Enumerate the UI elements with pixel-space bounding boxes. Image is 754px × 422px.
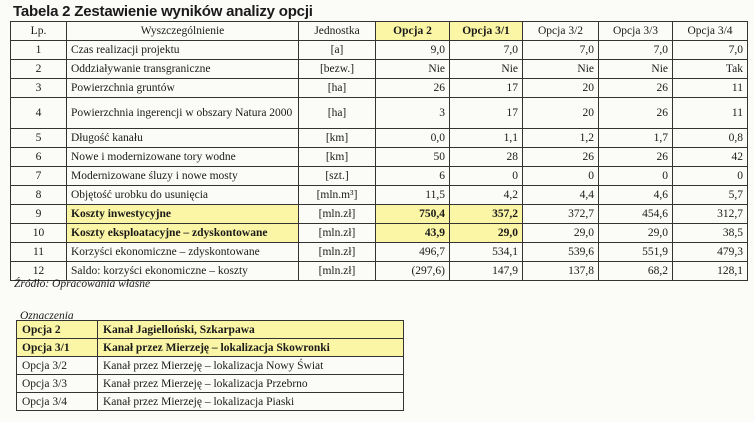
header-opcja-3-1: Opcja 3/1 <box>450 22 523 41</box>
cell-item: Powierzchnia gruntów <box>67 79 299 98</box>
cell-value: 11,5 <box>376 186 450 205</box>
cell-unit: [km] <box>299 129 376 148</box>
legend-desc: Kanał przez Mierzeję – lokalizacja Nowy Świat <box>98 357 404 375</box>
cell-unit: [km] <box>299 148 376 167</box>
cell-value: 496,7 <box>376 243 450 262</box>
cell-value: 539,6 <box>523 243 599 262</box>
cell-lp: 6 <box>11 148 67 167</box>
header-opcja-3-3: Opcja 3/3 <box>599 22 673 41</box>
table-row <box>11 186 748 205</box>
cell-value: (297,6) <box>376 262 450 281</box>
header-unit: Jednostka <box>299 22 376 41</box>
cell-value: 26 <box>523 148 599 167</box>
cell-value: 4,6 <box>599 186 673 205</box>
table-row <box>11 224 748 243</box>
cell-value: Nie <box>523 60 599 79</box>
cell-value: 1,1 <box>450 129 523 148</box>
cell-value: 1,2 <box>523 129 599 148</box>
cell-unit: [bezw.] <box>299 60 376 79</box>
cell-value: 372,7 <box>523 205 599 224</box>
header-opcja-3-4: Opcja 3/4 <box>673 22 748 41</box>
cell-item: Powierzchnia ingerencji w obszary Natura 2000 <box>67 98 299 129</box>
cell-lp: 2 <box>11 60 67 79</box>
cell-value: 357,2 <box>450 205 523 224</box>
cell-item: Koszty eksploatacyjne – zdyskontowane <box>67 224 299 243</box>
cell-item: Objętość urobku do usunięcia <box>67 186 299 205</box>
cell-value: 17 <box>450 79 523 98</box>
cell-value: 29,0 <box>450 224 523 243</box>
legend-table <box>16 320 404 411</box>
table-row <box>11 79 748 98</box>
header-lp: Lp. <box>11 22 67 41</box>
cell-unit: [mln.zł] <box>299 224 376 243</box>
cell-value: 7,0 <box>450 41 523 60</box>
cell-value: 7,0 <box>673 41 748 60</box>
table-row <box>11 60 748 79</box>
cell-value: 17 <box>450 98 523 129</box>
cell-value: 68,2 <box>599 262 673 281</box>
table-row <box>11 205 748 224</box>
cell-value: 534,1 <box>450 243 523 262</box>
cell-value: 4,4 <box>523 186 599 205</box>
cell-lp: 12 <box>11 262 67 281</box>
table-row <box>11 41 748 60</box>
legend-desc: Kanał przez Mierzeję – lokalizacja Skowronki <box>98 339 404 357</box>
cell-value: 1,7 <box>599 129 673 148</box>
cell-value: 29,0 <box>599 224 673 243</box>
cell-value: 50 <box>376 148 450 167</box>
cell-value: 6 <box>376 167 450 186</box>
cell-value: 0,0 <box>376 129 450 148</box>
cell-lp: 3 <box>11 79 67 98</box>
cell-value: 551,9 <box>599 243 673 262</box>
legend-code: Opcja 3/4 <box>17 393 98 411</box>
cell-value: 26 <box>599 79 673 98</box>
cell-value: 26 <box>599 148 673 167</box>
cell-value: 11 <box>673 79 748 98</box>
cell-lp: 8 <box>11 186 67 205</box>
cell-value: 5,7 <box>673 186 748 205</box>
cell-unit: [szt.] <box>299 167 376 186</box>
legend-row <box>17 321 404 339</box>
cell-value: 26 <box>376 79 450 98</box>
legend-row <box>17 375 404 393</box>
table-title: Tabela 2 Zestawienie wyników analizy opcji <box>13 3 313 20</box>
cell-item: Saldo: korzyści ekonomiczne – koszty <box>67 262 299 281</box>
cell-lp: 11 <box>11 243 67 262</box>
cell-value: 128,1 <box>673 262 748 281</box>
legend-desc: Kanał przez Mierzeję – lokalizacja Przebrno <box>98 375 404 393</box>
legend-code: Opcja 3/2 <box>17 357 98 375</box>
cell-value: 454,6 <box>599 205 673 224</box>
cell-value: 7,0 <box>523 41 599 60</box>
cell-value: 20 <box>523 79 599 98</box>
cell-lp: 4 <box>11 98 67 129</box>
legend-desc: Kanał przez Mierzeję – lokalizacja Piaski <box>98 393 404 411</box>
table-row <box>11 129 748 148</box>
cell-value: 43,9 <box>376 224 450 243</box>
cell-value: 4,2 <box>450 186 523 205</box>
cell-value: 29,0 <box>523 224 599 243</box>
header-row <box>11 22 748 41</box>
cell-unit: [mln.zł] <box>299 243 376 262</box>
cell-value: 0 <box>599 167 673 186</box>
cell-unit: [mln.zł] <box>299 205 376 224</box>
cell-value: 147,9 <box>450 262 523 281</box>
cell-item: Korzyści ekonomiczne – zdyskontowane <box>67 243 299 262</box>
cell-value: 38,5 <box>673 224 748 243</box>
table-row <box>11 98 748 129</box>
cell-lp: 5 <box>11 129 67 148</box>
legend-code: Opcja 2 <box>17 321 98 339</box>
header-opcja-3-2: Opcja 3/2 <box>523 22 599 41</box>
header-item: Wyszczególnienie <box>67 22 299 41</box>
cell-value: 28 <box>450 148 523 167</box>
cell-unit: [a] <box>299 41 376 60</box>
cell-value: 479,3 <box>673 243 748 262</box>
table-row <box>11 148 748 167</box>
cell-unit: [mln.m³] <box>299 186 376 205</box>
legend-row <box>17 357 404 375</box>
source-note: Źródło: Opracowania własne <box>14 278 151 290</box>
results-table <box>10 21 748 281</box>
legend-row <box>17 339 404 357</box>
legend-desc: Kanał Jagielloński, Szkarpawa <box>98 321 404 339</box>
cell-value: 750,4 <box>376 205 450 224</box>
cell-unit: [mln.zł] <box>299 262 376 281</box>
cell-unit: [ha] <box>299 98 376 129</box>
cell-lp: 1 <box>11 41 67 60</box>
legend-code: Opcja 3/3 <box>17 375 98 393</box>
cell-value: 9,0 <box>376 41 450 60</box>
table-row <box>11 243 748 262</box>
header-opcja-2: Opcja 2 <box>376 22 450 41</box>
cell-value: Nie <box>599 60 673 79</box>
cell-value: 0 <box>523 167 599 186</box>
cell-value: 137,8 <box>523 262 599 281</box>
cell-item: Koszty inwestycyjne <box>67 205 299 224</box>
cell-value: Nie <box>450 60 523 79</box>
cell-item: Nowe i modernizowane tory wodne <box>67 148 299 167</box>
cell-item: Oddziaływanie transgraniczne <box>67 60 299 79</box>
cell-value: 20 <box>523 98 599 129</box>
legend-row <box>17 393 404 411</box>
cell-item: Modernizowane śluzy i nowe mosty <box>67 167 299 186</box>
legend-code: Opcja 3/1 <box>17 339 98 357</box>
cell-value: 26 <box>599 98 673 129</box>
cell-value: 42 <box>673 148 748 167</box>
table-row <box>11 167 748 186</box>
cell-value: 312,7 <box>673 205 748 224</box>
cell-value: 3 <box>376 98 450 129</box>
cell-value: 0 <box>450 167 523 186</box>
cell-lp: 7 <box>11 167 67 186</box>
cell-lp: 10 <box>11 224 67 243</box>
cell-item: Długość kanału <box>67 129 299 148</box>
cell-value: 0,8 <box>673 129 748 148</box>
cell-value: 0 <box>673 167 748 186</box>
cell-value: 7,0 <box>599 41 673 60</box>
cell-lp: 9 <box>11 205 67 224</box>
cell-value: Nie <box>376 60 450 79</box>
cell-value: 11 <box>673 98 748 129</box>
cell-item: Czas realizacji projektu <box>67 41 299 60</box>
cell-unit: [ha] <box>299 79 376 98</box>
legend-title: Oznaczenia <box>20 310 74 322</box>
cell-value: Tak <box>673 60 748 79</box>
